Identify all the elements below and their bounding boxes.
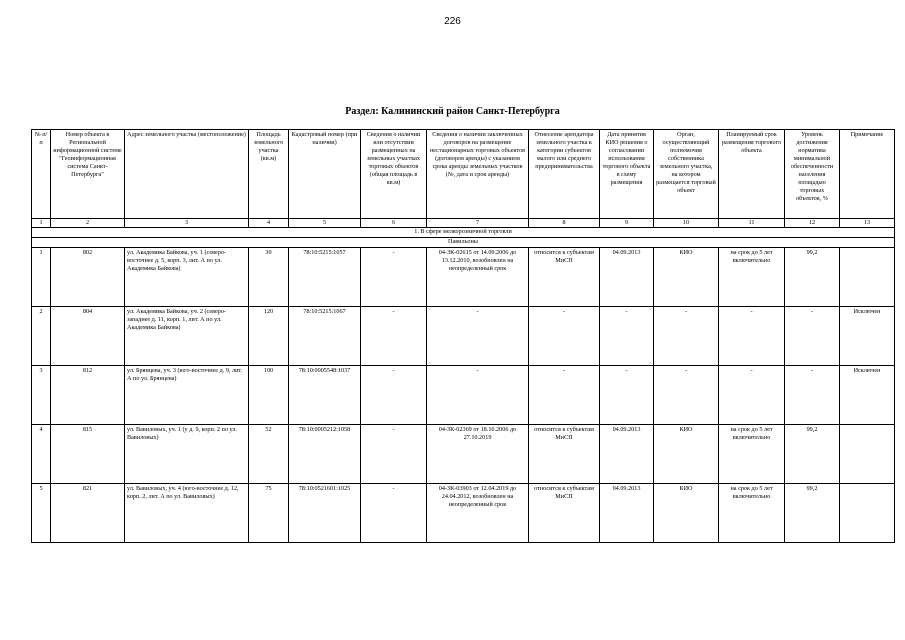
section-title: Раздел: Калининский район Санкт-Петербурга [345,106,560,117]
group-row [32,228,895,238]
row-number-cell: 2 [32,307,51,366]
group-title: 1. В сфере мелкорозничной торговли [32,228,895,238]
column-number: 1 [32,219,51,228]
planned-term-cell: на срок до 5 лет включительно [719,248,785,307]
trade-objects-table [31,129,895,543]
column-number: 11 [719,219,785,228]
coverage-level-cell: 99,2 [785,425,840,484]
object-number-cell: 804 [51,307,125,366]
objects-info-cell: - [361,484,427,543]
approval-date-cell: 04.09.2013 [600,425,654,484]
header-cell: Дата принятия КИО решения о согласовании испольования торгового объекта в схему размещения [600,130,654,219]
area-cell: 30 [249,248,289,307]
header-cell: Планируемый срок размещения торгового объекта [719,130,785,219]
planned-term-cell: на срок до 5 лет включительно [719,484,785,543]
address-cell: ул. Академика Байкова, уч. 2 (северо-западнее д. 11, корп. 1, лит. А по ул. Академика Байкова) [125,307,249,366]
table-row [32,425,895,484]
coverage-level-cell: - [785,307,840,366]
note-cell [840,425,895,484]
contract-info-cell: 04-ЗК-02615 от 14.09.2006 до 13.12.2010, возобновлен на неопределенный срок [427,248,529,307]
objects-info-cell: - [361,248,427,307]
table-row [32,366,895,425]
table-row [32,307,895,366]
header-cell: Орган, осуществляющий полномочия собственника земельного участка, на котором размещается торговый объект [654,130,719,219]
smb-category-cell: относится к субъектам МиСП [529,248,600,307]
area-cell: 120 [249,307,289,366]
column-number: 8 [529,219,600,228]
header-cell: Номер объекта в Региональной информационной системе "Геоинформационная система Санкт-Петербурга" [51,130,125,219]
row-number-cell: 3 [32,366,51,425]
column-number: 3 [125,219,249,228]
address-cell: ул. Академика Байкова, уч. 1 (северо-восточнее д. 5, корп. 3, лит. А по ул. Академика Байкова) [125,248,249,307]
authority-cell: КИО [654,484,719,543]
cadastral-number-cell: 78:10:0005212:1058 [289,425,361,484]
contract-info-cell: - [427,366,529,425]
header-row [32,130,895,219]
note-cell: Исключен [840,307,895,366]
header-cell: Адрес земельного участка (местоположение) [125,130,249,219]
header-cell: Сведения о наличии или отсутствии размещенных на земельных участках торговых объектов (общая площадь в кв.м) [361,130,427,219]
approval-date-cell: - [600,366,654,425]
cadastral-number-cell: 78:10:5215:1057 [289,248,361,307]
subgroup-title: Павильоны [32,238,895,248]
authority-cell: - [654,366,719,425]
objects-info-cell: - [361,366,427,425]
authority-cell: - [654,307,719,366]
row-number-cell: 5 [32,484,51,543]
page-number: 226 [444,16,461,27]
column-number: 4 [249,219,289,228]
smb-category-cell: относится к субъектам МиСП [529,484,600,543]
note-cell [840,248,895,307]
header-cell: Площадь земельного участка (кв.м) [249,130,289,219]
smb-category-cell: - [529,307,600,366]
coverage-level-cell: 99,2 [785,248,840,307]
authority-cell: КИО [654,248,719,307]
row-number-cell: 1 [32,248,51,307]
coverage-level-cell: 99,2 [785,484,840,543]
header-cell: Сведения о наличии заключенных договоров на размещение нестационарных торговых объектов (договоров аренды) с указанием срока аренды земельных участков (№, дата и срок аренды) [427,130,529,219]
note-cell [840,484,895,543]
object-number-cell: 802 [51,248,125,307]
planned-term-cell: - [719,366,785,425]
address-cell: ул. Вавиловых, уч. 1 (у д. 9, корп. 2 по ул. Вавиловых) [125,425,249,484]
cadastral-number-cell: 78:10:5215:1067 [289,307,361,366]
table-row [32,248,895,307]
table-row [32,484,895,543]
authority-cell: КИО [654,425,719,484]
contract-info-cell: - [427,307,529,366]
area-cell: 75 [249,484,289,543]
header-cell: Уровень достижения норматива минимальной обеспеченности населения площадью торговых объектов, % [785,130,840,219]
subgroup-row [32,238,895,248]
header-cell: Отнесение арендатора земельного участка к категории субъектов малого или среднего предпринимательства [529,130,600,219]
column-number: 13 [840,219,895,228]
object-number-cell: 812 [51,366,125,425]
header-cell: Примечание [840,130,895,219]
planned-term-cell: на срок до 5 лет включительно [719,425,785,484]
approval-date-cell: - [600,307,654,366]
column-number-row [32,219,895,228]
object-number-cell: 821 [51,484,125,543]
objects-info-cell: - [361,425,427,484]
approval-date-cell: 04.09.2013 [600,248,654,307]
cadastral-number-cell: 78:10:0005548:1037 [289,366,361,425]
header-cell: Кадастровый номер (при наличии) [289,130,361,219]
object-number-cell: 815 [51,425,125,484]
area-cell: 52 [249,425,289,484]
address-cell: ул. Вавиловых, уч. 4 (юго-восточнее д. 12, корп. 2, лит. А по ул. Вавиловых) [125,484,249,543]
row-number-cell: 4 [32,425,51,484]
planned-term-cell: - [719,307,785,366]
column-number: 6 [361,219,427,228]
column-number: 7 [427,219,529,228]
area-cell: 100 [249,366,289,425]
address-cell: ул. Брянцева, уч. 3 (юго-восточнее д. 9, лит. А по ул. Брянцева) [125,366,249,425]
note-cell: Исключен [840,366,895,425]
contract-info-cell: 04-ЗК-03903 от 12.04.2019 до 24.04.2012, возобновлен на неопределенный срок [427,484,529,543]
contract-info-cell: 04-ЗК-02369 от 18.10.2006 до 27.10.2019 [427,425,529,484]
column-number: 12 [785,219,840,228]
header-cell: № п/п [32,130,51,219]
smb-category-cell: - [529,366,600,425]
coverage-level-cell: - [785,366,840,425]
column-number: 9 [600,219,654,228]
cadastral-number-cell: 78:10:0521601:1025 [289,484,361,543]
column-number: 2 [51,219,125,228]
approval-date-cell: 04.09.2013 [600,484,654,543]
column-number: 10 [654,219,719,228]
smb-category-cell: относится к субъектам МиСП [529,425,600,484]
column-number: 5 [289,219,361,228]
objects-info-cell: - [361,307,427,366]
